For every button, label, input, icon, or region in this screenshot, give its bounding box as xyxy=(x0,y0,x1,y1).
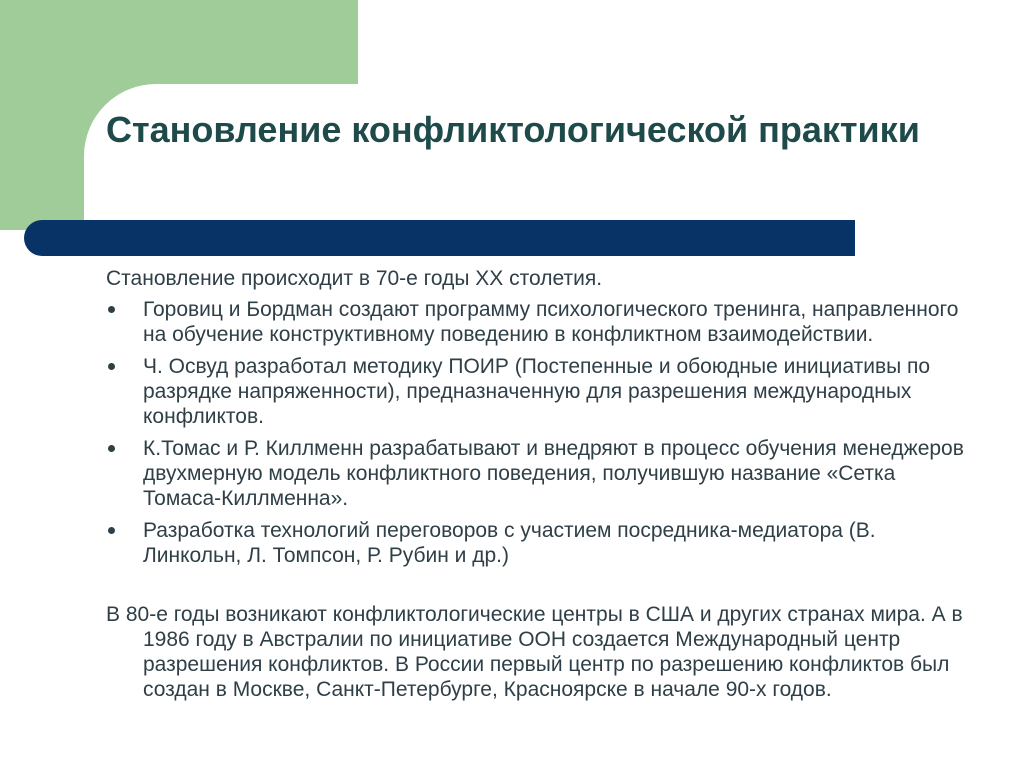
bullet-icon xyxy=(108,527,115,534)
bullet-item xyxy=(106,297,966,347)
bullet-icon xyxy=(108,445,115,452)
bullet-icon xyxy=(108,306,115,313)
outro-text: В 80-е годы возникают конфликтологические центры в США и других странах мира. А в 1986 году в Австралии по инициативе ООН создается Международный центр разрешения конфликтов. В России первый центр по разрешению конфликтов был создан в Москве, Санкт-Петербурге, Красноярске в начале 90-х годов. xyxy=(106,603,963,701)
bullet-text: Разработка технологий переговоров с участием посредника-медиатора (В. Линкольн, Л. Томпсон, Р. Рубин и др.) xyxy=(143,519,876,567)
intro-text: Становление происходит в 70-е годы XX столетия. xyxy=(106,267,603,290)
bullet-item xyxy=(106,436,966,511)
bullet-text: Горовиц и Бордман создают программу психологического тренинга, направленного на обучение конструктивному поведению в конфликтном взаимодействии. xyxy=(143,298,959,346)
bullet-icon xyxy=(108,363,115,370)
title-underline-bar xyxy=(24,220,855,256)
bullet-text: Ч. Освуд разработал методику ПОИР (Постепенные и обоюдные инициативы по разрядке напряженности), предназначенную для разрешения международных конфликтов. xyxy=(143,355,931,428)
slide-title: Становление конфликтологической практики xyxy=(106,109,920,150)
bullet-item xyxy=(106,354,966,429)
slide-content xyxy=(106,266,966,702)
bullet-list xyxy=(106,297,966,568)
bullet-item xyxy=(106,518,966,568)
bullet-text: К.Томас и Р. Киллменн разрабатывают и внедряют в процесс обучения менеджеров двухмерную модель конфликтного поведения, получившую название «Сетка Томаса-Киллменна». xyxy=(143,437,964,510)
